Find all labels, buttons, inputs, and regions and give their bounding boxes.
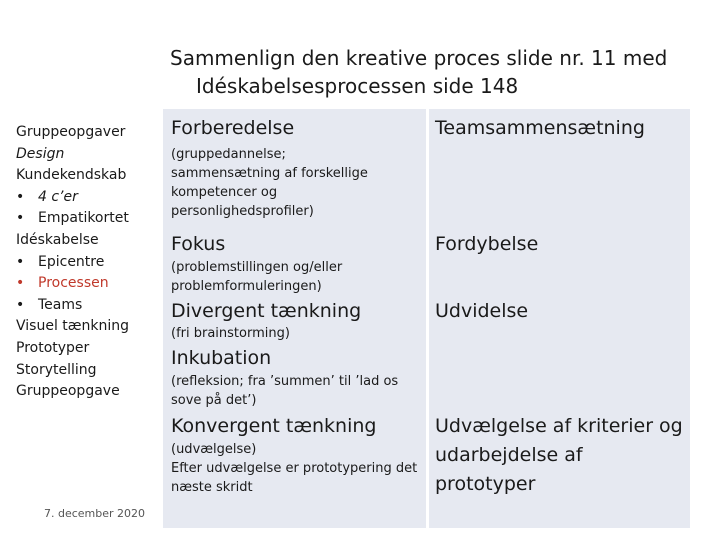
sidebar-item-kundekendskab[interactable]: Kundekendskab (16, 167, 127, 184)
slide-title (170, 44, 690, 100)
sidebar-item-gruppeopgaver[interactable]: Gruppeopgaver (16, 124, 126, 140)
desc-forberedelse (171, 145, 368, 221)
heading-fokus: Fokus (171, 233, 226, 255)
desc-line: sammensætning af forskellige (171, 166, 368, 181)
heading-fordybelse: Fordybelse (435, 233, 539, 255)
desc-line: sove på det’) (171, 393, 257, 408)
desc-fokus (171, 258, 342, 296)
column-divider (426, 109, 429, 528)
heading-inkubation: Inkubation (171, 347, 272, 369)
heading-konvergent-taenkning: Konvergent tænkning (171, 415, 377, 437)
footer-date: 7. december 2020 (44, 507, 146, 520)
heading-teamsammensaetning: Teamsammensætning (435, 117, 645, 139)
sidebar-item-4-cer[interactable]: • 4 c’er (16, 187, 166, 209)
sidebar-item-design[interactable]: Design (16, 145, 65, 162)
heading-udvidelse: Udvidelse (435, 300, 529, 322)
sidebar-item-storytelling[interactable]: Storytelling (16, 361, 97, 378)
sidebar-item-gruppeopgave[interactable]: Gruppeopgave (16, 383, 120, 400)
slide-title-line-1: Sammenlign den kreative proces slide nr. 11 med (170, 46, 668, 70)
udvaelgelse-line: Udvælgelse af kriterier og (435, 415, 683, 437)
desc-line: (udvælgelse) (171, 442, 257, 457)
desc-line: problemformuleringen) (171, 279, 322, 294)
desc-line: (refleksion; fra ’summen’ til ’lad os (171, 374, 399, 389)
heading-forberedelse: Forberedelse (171, 117, 295, 139)
sidebar-item-prototyper[interactable]: Prototyper (16, 339, 90, 356)
desc-line: kompetencer og (171, 185, 278, 200)
sidebar-list (16, 122, 166, 403)
slide-title-line-2: Idéskabelsesprocessen side 148 (196, 74, 519, 98)
sidebar-item-visuel-taenkning[interactable]: Visuel tænkning (16, 318, 130, 335)
desc-line: næste skridt (171, 480, 253, 495)
desc-line: (problemstillingen og/eller (171, 260, 343, 275)
desc-inkubation (171, 372, 398, 410)
desc-divergent-taenkning (171, 324, 290, 343)
sidebar-item-teams[interactable]: • Teams (16, 295, 166, 317)
udvaelgelse-line: prototyper (435, 473, 536, 495)
udvaelgelse-line: udarbejdelse af (435, 444, 583, 466)
sidebar-item-processen[interactable]: • Processen (16, 273, 166, 295)
desc-line: personlighedsprofiler) (171, 204, 314, 219)
desc-line: (fri brainstorming) (171, 326, 290, 341)
sidebar-item-epicentre[interactable]: • Epicentre (16, 252, 166, 274)
desc-line: Efter udvælgelse er prototypering det (171, 461, 418, 476)
sidebar-item-ideskabelse[interactable]: Idéskabelse (16, 231, 99, 248)
desc-line: (gruppedannelse; (171, 147, 286, 162)
heading-divergent-taenkning: Divergent tænkning (171, 300, 362, 322)
desc-konvergent-taenkning (171, 440, 417, 497)
heading-udvaelgelse (435, 412, 683, 499)
sidebar-item-empatikortet[interactable]: • Empatikortet (16, 208, 166, 230)
